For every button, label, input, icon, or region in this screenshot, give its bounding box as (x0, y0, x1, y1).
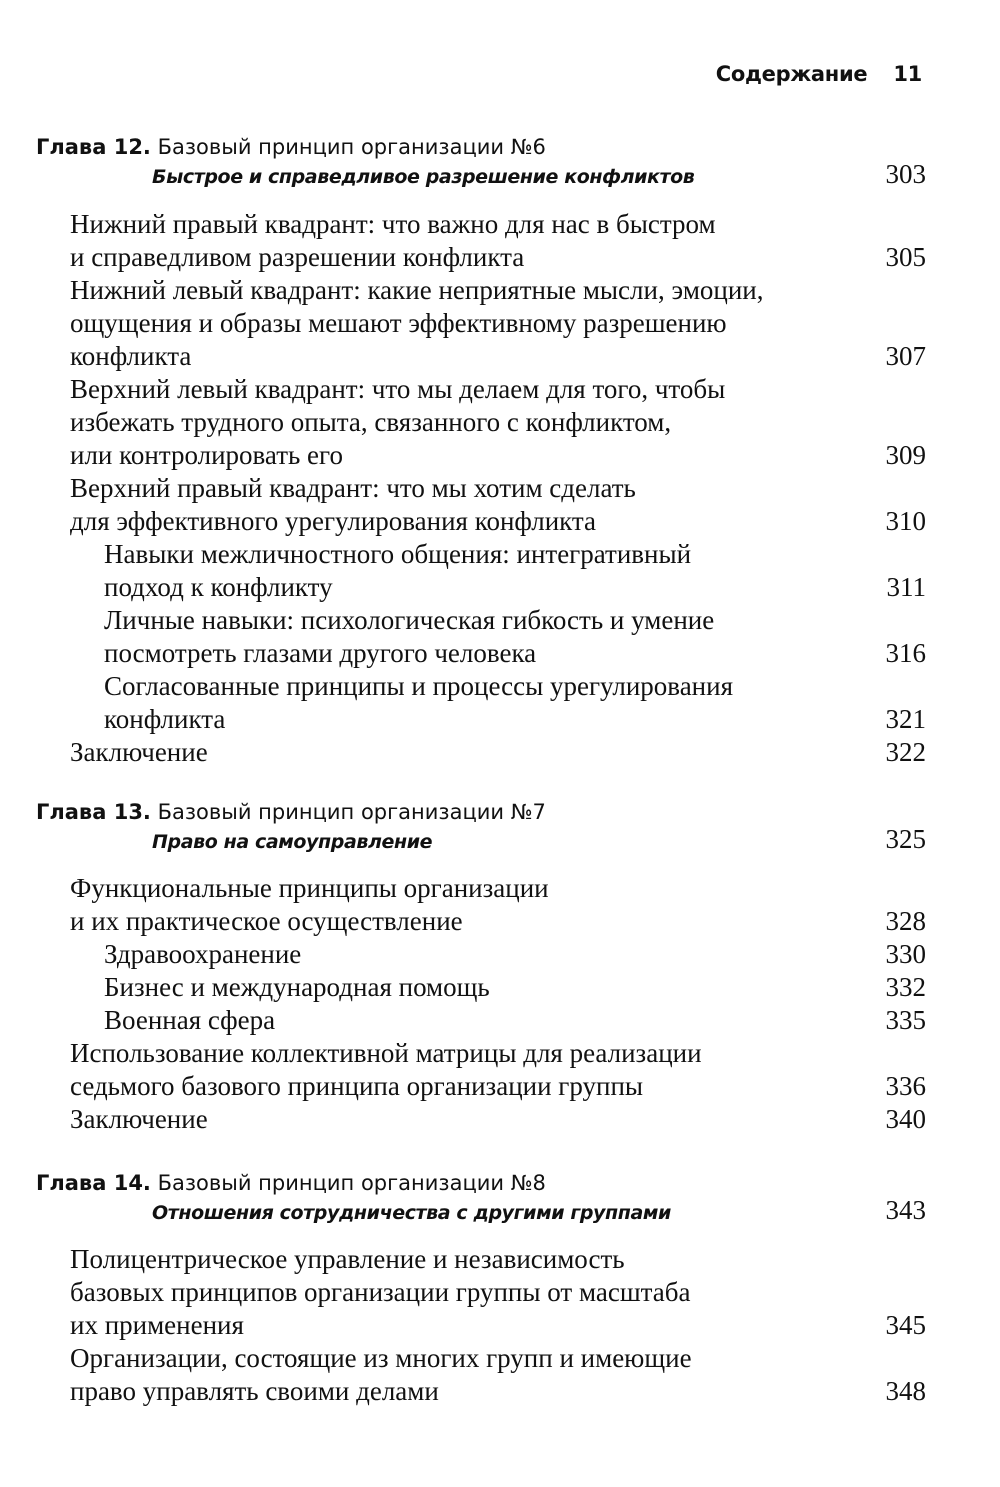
toc-entry-line: избежать трудного опыта, связанного с конфликтом, (70, 407, 672, 437)
toc-entry-line: Использование коллективной матрицы для реализации (70, 1038, 702, 1068)
toc-entry-line: Полицентрическое управление и независимость (70, 1244, 625, 1274)
toc-entry-line: право управлять своими делами (70, 1376, 439, 1406)
toc-subentry (104, 538, 926, 604)
toc-entry-page: 335 (885, 1005, 926, 1035)
chapter-subtitle: Право на самоуправление (152, 831, 433, 853)
toc-entry-page: 307 (885, 341, 926, 371)
toc-entry-page: 310 (885, 506, 926, 536)
toc-entry-line: Организации, состоящие из многих групп и имеющие (70, 1343, 692, 1373)
toc-entry-page: 316 (885, 638, 926, 668)
toc-entry-line: ощущения и образы мешают эффективному разрешению (70, 308, 727, 338)
toc-entry-line: их применения (70, 1310, 244, 1340)
running-head-page-number: 11 (893, 62, 922, 86)
chapter-page-number: 303 (885, 159, 926, 189)
toc-entry-line: и справедливом разрешении конфликта (70, 242, 525, 272)
chapter-12-entries (70, 208, 926, 769)
toc-entry-page: 345 (885, 1310, 926, 1340)
toc-subentry (104, 604, 926, 670)
toc-entry-line: подход к конфликту (104, 572, 333, 602)
toc-entry-line: Заключение (70, 737, 208, 767)
chapter-12-heading (36, 132, 926, 194)
toc-entry (70, 736, 926, 769)
toc-entry-page: 311 (886, 572, 926, 602)
toc-entry-page: 305 (885, 242, 926, 272)
toc-entry-page: 340 (885, 1104, 926, 1134)
toc-entry-line: посмотреть глазами другого человека (104, 638, 537, 668)
toc-entry-page: 332 (885, 972, 926, 1002)
toc-subentry (104, 938, 926, 971)
toc-entry (70, 208, 926, 274)
running-head-title: Содержание (715, 62, 868, 86)
toc-entry-page: 348 (885, 1376, 926, 1406)
toc-entry-line: конфликта (70, 341, 192, 371)
toc-subentry (104, 670, 926, 736)
toc-entry-line: Функциональные принципы организации (70, 873, 549, 903)
toc-entry-line: Навыки межличностного общения: интегративный (104, 539, 692, 569)
chapter-page-number: 343 (885, 1195, 926, 1225)
chapter-14-heading (36, 1168, 926, 1230)
chapter-14-entries (70, 1243, 926, 1408)
toc-subentry (104, 1004, 926, 1037)
toc-entry-line: или контролировать его (70, 440, 343, 470)
toc-entry-page: 336 (885, 1071, 926, 1101)
toc-entry-line: и их практическое осуществление (70, 906, 463, 936)
toc-entry (70, 1037, 926, 1103)
toc-entry (70, 1243, 926, 1342)
toc-entry (70, 872, 926, 938)
chapter-title-text: Базовый принцип организации №6 (157, 135, 546, 159)
chapter-title-text: Базовый принцип организации №8 (157, 1171, 546, 1195)
chapter-title (36, 797, 926, 827)
toc-entry-line: для эффективного урегулирования конфликта (70, 506, 597, 536)
toc-entry-line: Нижний правый квадрант: что важно для нас в быстром (70, 209, 716, 239)
toc-subentry (104, 971, 926, 1004)
toc-entry-page: 309 (885, 440, 926, 470)
toc-entry (70, 1103, 926, 1136)
toc-entry-line: Верхний левый квадрант: что мы делаем для того, чтобы (70, 374, 726, 404)
chapter-label: Глава 12. (36, 135, 151, 159)
chapter-title (36, 132, 926, 162)
chapter-page-number: 325 (885, 824, 926, 854)
chapter-subtitle: Отношения сотрудничества с другими группами (152, 1202, 671, 1224)
chapter-subtitle: Быстрое и справедливое разрешение конфликтов (152, 166, 695, 188)
toc-entry-line: Согласованные принципы и процессы урегулирования (104, 671, 733, 701)
toc-entry (70, 373, 926, 472)
toc-entry-line: Верхний правый квадрант: что мы хотим сделать (70, 473, 636, 503)
toc-entry-line: базовых принципов организации группы от масштаба (70, 1277, 691, 1307)
toc-entry-page: 328 (885, 906, 926, 936)
toc-entry-page: 322 (885, 737, 926, 767)
toc-entry-line: Личные навыки: психологическая гибкость и умение (104, 605, 715, 635)
toc-entry (70, 274, 926, 373)
chapter-13-heading (36, 797, 926, 859)
toc-entry-line: седьмого базового принципа организации группы (70, 1071, 644, 1101)
running-head (716, 62, 922, 86)
chapter-label: Глава 14. (36, 1171, 151, 1195)
toc-entry-line: Нижний левый квадрант: какие неприятные мысли, эмоции, (70, 275, 764, 305)
toc-entry-line: Здравоохранение (104, 939, 302, 969)
chapter-title (36, 1168, 926, 1198)
toc-entry-line: конфликта (104, 704, 226, 734)
chapter-label: Глава 13. (36, 800, 151, 824)
chapter-title-text: Базовый принцип организации №7 (157, 800, 546, 824)
chapter-13-entries (70, 872, 926, 1136)
toc-entry-page: 321 (885, 704, 926, 734)
toc-entry-line: Заключение (70, 1104, 208, 1134)
toc-entry-line: Бизнес и международная помощь (104, 972, 490, 1002)
toc-entry (70, 1342, 926, 1408)
toc-entry (70, 472, 926, 538)
toc-entry-page: 330 (885, 939, 926, 969)
toc-entry-line: Военная сфера (104, 1005, 276, 1035)
